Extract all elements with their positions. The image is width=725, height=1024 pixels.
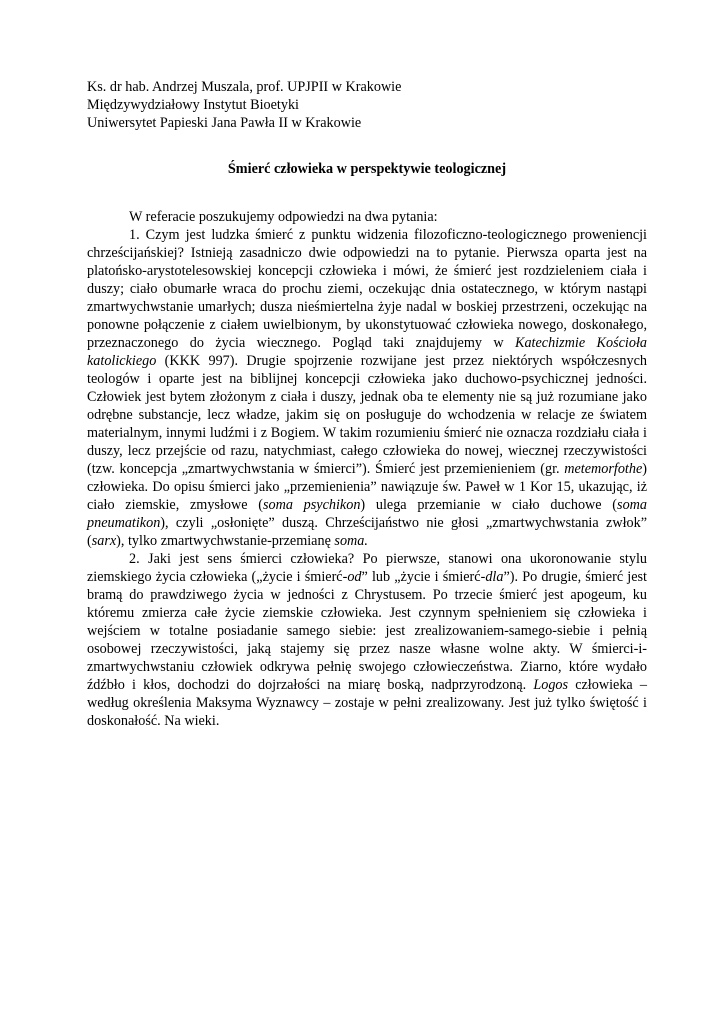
author-line: Ks. dr hab. Andrzej Muszala, prof. UPJPII w Krakowie bbox=[87, 79, 402, 95]
document-body bbox=[87, 208, 647, 730]
author-header bbox=[87, 78, 647, 132]
text-run: ”). Po drugie, śmierć jest bramą do prawdziwego życia w jedności z Chrystusem. Po trzecie śmierć jest apogeum, ku któremu zmierza całe życie ziemskie człowieka. Jest czynnym spełnieniem się człowieka i wejściem w totalne posiadanie samego siebie: jest zrealizowaniem-samego-siebie i pełnią osobowej rzeczywistości, jaką stajemy się przez nasze własne wolne akty. W śmierci-i-zmartwychwstaniu człowiek odkrywa pełnię swojego człowieczeństwa. Ziarno, które wydało źdźbło i kłos, dochodzi do dojrzałości na miarę boską, nadprzyrodzoną. bbox=[87, 569, 647, 693]
question-2-paragraph bbox=[87, 550, 647, 730]
text-run: 1. Czym jest ludzka śmierć z punktu widzenia filozoficzno-teologicznego proweniencji chrześcijańskiej? Istnieją zasadniczo dwie odpowiedzi na to pytanie. Pierwsza oparta jest na platońsko-arystotelesowskiej koncepcji człowieka i mówi, że śmierć jest rozdzieleniem ciała i duszy; ciało obumarłe wraca do prochu ziemi, oczekując dnia ostatecznego, w którym nastąpi zmartwychwstanie umarłych; dusza nieśmiertelna żyje nadal w boskiej przestrzeni, oczekując na ponowne połączenie z ciałem uwielbionym, by ukonstytuować człowieka nowego, doskonałego, przeznaczonego do życia wiecznego. Pogląd taki znajdujemy w bbox=[87, 227, 647, 351]
text-run: człowieka – według określenia Maksyma Wyznawcy – zostaje w pełni zrealizowany. Jest już tylko świętość i doskonałość. Na wieki. bbox=[87, 677, 647, 729]
text-run: (KKK 997). Drugie spojrzenie rozwijane jest przez niektórych współczesnych teologów i oparte jest na biblijnej koncepcji człowieka jako duchowo-psychicznej jedności. Człowiek jest bytem złożonym z ciała i duszy, jednak oba te elementy nie są już rozumiane jako odrębne substancje, lecz władze, jakim się on posługuje do wchodzenia w relacje ze światem materialnym, innymi ludźmi i z Bogiem. W takim rozumieniu śmierć nie oznacza rozdziału ciała i duszy, lecz przejście od razu, natychmiast, całego człowieka do nowej, wiecznej rzeczywistości (tzw. koncepcja „zmartwychwstania w śmierci”). Śmierć jest przemienieniem (gr. bbox=[87, 353, 647, 477]
italic-text-run: od bbox=[347, 569, 362, 585]
text-run: ” lub „życie i śmierć- bbox=[361, 569, 486, 585]
italic-text-run: Katechizmie Kościoła katolickiego bbox=[87, 335, 647, 369]
text-run: ) ulega przemianie w ciało duchowe ( bbox=[360, 497, 618, 513]
intro-paragraph bbox=[87, 208, 647, 226]
text-run: ), czyli „osłonięte” duszą. Chrześcijaństwo nie głosi „zmartwychwstania zwłok” ( bbox=[87, 515, 647, 549]
italic-text-run: Logos bbox=[533, 677, 569, 693]
question-1-paragraph bbox=[87, 226, 647, 550]
institute-line: Międzywydziałowy Instytut Bioetyki bbox=[87, 97, 299, 113]
university-line: Uniwersytet Papieski Jana Pawła II w Krakowie bbox=[87, 115, 362, 131]
italic-text-run: soma psychikon bbox=[263, 497, 361, 513]
italic-text-run: soma. bbox=[334, 533, 368, 549]
text-run: ) człowieka. Do opisu śmierci jako „przemienienia” nawiązuje św. Paweł w 1 Kor 15, ukazując, iż ciało ziemskie, zmysłowe ( bbox=[87, 461, 647, 513]
text-run: 2. Jaki jest sens śmierci człowieka? Po pierwsze, stanowi ona ukoronowanie stylu ziemskiego życia człowieka („życie i śmierć- bbox=[87, 551, 647, 585]
italic-text-run: metemorfothe bbox=[564, 461, 643, 477]
document-title: Śmierć człowieka w perspektywie teologicznej bbox=[227, 161, 507, 177]
italic-text-run: soma pneumatikon bbox=[87, 497, 648, 531]
text-run: ), tylko zmartwychwstanie-przemianę bbox=[116, 533, 335, 549]
italic-text-run: dla bbox=[485, 569, 504, 585]
italic-text-run: sarx bbox=[91, 533, 117, 549]
text-run: W referacie poszukujemy odpowiedzi na dwa pytania: bbox=[129, 209, 438, 225]
